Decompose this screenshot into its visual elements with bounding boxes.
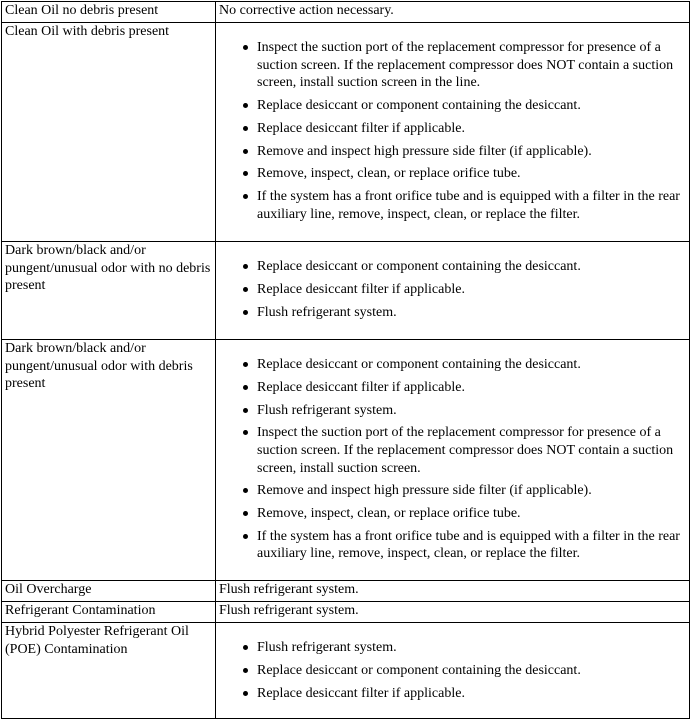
action-cell xyxy=(216,623,690,719)
action-cell xyxy=(216,340,690,581)
list-item: Replace desiccant or component containing the desiccant. xyxy=(257,356,687,374)
condition-cell xyxy=(2,602,216,623)
list-item: Remove and inspect high pressure side filter (if applicable). xyxy=(257,143,687,161)
list-item: Replace desiccant filter if applicable. xyxy=(257,379,687,397)
condition-text: Dark brown/black and/or pungent/unusual odor with debris present xyxy=(5,341,193,392)
condition-text: Refrigerant Contamination xyxy=(5,603,156,618)
action-text: Flush refrigerant system. xyxy=(219,603,359,618)
table-row xyxy=(2,242,690,340)
table-row xyxy=(2,623,690,719)
list-item: Replace desiccant filter if applicable. xyxy=(257,281,687,299)
list-item: If the system has a front orifice tube and is equipped with a filter in the rear auxiliary line, remove, inspect, clean, or replace the filter. xyxy=(257,528,687,563)
table-row xyxy=(2,340,690,581)
list-item: Flush refrigerant system. xyxy=(257,639,687,657)
table-body xyxy=(2,2,690,719)
list-item: Replace desiccant filter if applicable. xyxy=(257,685,687,703)
oil-condition-table xyxy=(1,1,690,719)
list-item: Replace desiccant or component containing the desiccant. xyxy=(257,258,687,276)
condition-text: Oil Overcharge xyxy=(5,582,92,597)
action-cell xyxy=(216,602,690,623)
action-list xyxy=(219,39,687,223)
action-cell xyxy=(216,581,690,602)
list-item: Remove, inspect, clean, or replace orifice tube. xyxy=(257,165,687,183)
list-item: Flush refrigerant system. xyxy=(257,304,687,322)
list-item: Flush refrigerant system. xyxy=(257,402,687,420)
list-item: Remove, inspect, clean, or replace orifice tube. xyxy=(257,505,687,523)
list-item: Inspect the suction port of the replacement compressor for presence of a suction screen. If the replacement compressor does NOT contain a suction screen, install suction screen in the line. xyxy=(257,39,687,92)
list-item: Replace desiccant or component containing the desiccant. xyxy=(257,97,687,115)
list-item: Replace desiccant or component containing the desiccant. xyxy=(257,662,687,680)
condition-cell xyxy=(2,23,216,242)
table-row xyxy=(2,2,690,23)
action-list xyxy=(219,639,687,702)
condition-cell xyxy=(2,2,216,23)
condition-text: Clean Oil no debris present xyxy=(5,3,159,18)
condition-cell xyxy=(2,340,216,581)
condition-text: Dark brown/black and/or pungent/unusual odor with no debris present xyxy=(5,243,211,294)
action-text: Flush refrigerant system. xyxy=(219,582,359,597)
condition-text: Hybrid Polyester Refrigerant Oil (POE) Contamination xyxy=(5,624,189,657)
table-row xyxy=(2,23,690,242)
list-item: Remove and inspect high pressure side filter (if applicable). xyxy=(257,482,687,500)
table-row xyxy=(2,581,690,602)
list-item: Inspect the suction port of the replacement compressor for presence of a suction screen. If the replacement compressor does NOT contain a suction screen, install suction screen. xyxy=(257,424,687,477)
action-list xyxy=(219,356,687,563)
condition-text: Clean Oil with debris present xyxy=(5,24,170,39)
condition-cell xyxy=(2,581,216,602)
action-cell xyxy=(216,242,690,340)
action-text: No corrective action necessary. xyxy=(219,3,394,18)
list-item: If the system has a front orifice tube and is equipped with a filter in the rear auxiliary line, remove, inspect, clean, or replace the filter. xyxy=(257,188,687,223)
list-item: Replace desiccant filter if applicable. xyxy=(257,120,687,138)
action-cell xyxy=(216,2,690,23)
condition-cell xyxy=(2,623,216,719)
action-list xyxy=(219,258,687,321)
action-cell xyxy=(216,23,690,242)
table-row xyxy=(2,602,690,623)
condition-cell xyxy=(2,242,216,340)
